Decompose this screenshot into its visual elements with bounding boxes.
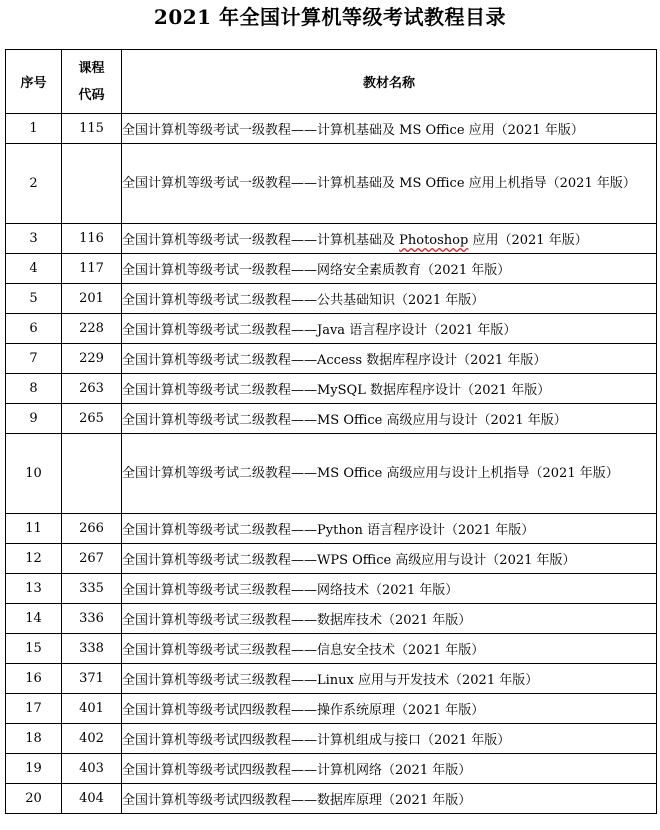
row-code: 228 (62, 314, 122, 344)
row-code: 403 (62, 754, 122, 784)
row-code: 266 (62, 514, 122, 544)
row-serial: 3 (6, 224, 62, 254)
table-row (6, 404, 657, 434)
row-name: 全国计算机等级考试一级教程——计算机基础及 MS Office 应用上机指导（2021 年版） (122, 144, 657, 224)
table-row (6, 434, 657, 514)
row-serial: 6 (6, 314, 62, 344)
row-code (62, 144, 122, 224)
table-row (6, 254, 657, 284)
table-row (6, 284, 657, 314)
table-header-row (6, 50, 657, 114)
table-row (6, 604, 657, 634)
row-code: 117 (62, 254, 122, 284)
header-serial-number: 序号 (6, 50, 62, 114)
row-code: 116 (62, 224, 122, 254)
row-name: 全国计算机等级考试二级教程——Java 语言程序设计（2021 年版） (122, 314, 657, 344)
table-row (6, 784, 657, 814)
row-name: 全国计算机等级考试三级教程——Linux 应用与开发技术（2021 年版） (122, 664, 657, 694)
row-serial: 15 (6, 634, 62, 664)
row-code: 338 (62, 634, 122, 664)
spellcheck-marked-word: Photoshop (399, 233, 469, 248)
row-code: 263 (62, 374, 122, 404)
table-row (6, 514, 657, 544)
row-serial: 8 (6, 374, 62, 404)
table-row (6, 664, 657, 694)
row-name: 全国计算机等级考试二级教程——MySQL 数据库程序设计（2021 年版） (122, 374, 657, 404)
row-serial: 17 (6, 694, 62, 724)
table-row (6, 224, 657, 254)
row-code (62, 434, 122, 514)
row-name: 全国计算机等级考试三级教程——信息安全技术（2021 年版） (122, 634, 657, 664)
row-serial: 18 (6, 724, 62, 754)
row-serial: 2 (6, 144, 62, 224)
row-serial: 10 (6, 434, 62, 514)
row-name: 全国计算机等级考试二级教程——公共基础知识（2021 年版） (122, 284, 657, 314)
table-row (6, 694, 657, 724)
row-code: 265 (62, 404, 122, 434)
row-code: 401 (62, 694, 122, 724)
row-code: 201 (62, 284, 122, 314)
table-row (6, 144, 657, 224)
row-code: 402 (62, 724, 122, 754)
table-row (6, 344, 657, 374)
header-course-code-line1: 课程 (78, 60, 105, 76)
row-serial: 7 (6, 344, 62, 374)
row-code: 335 (62, 574, 122, 604)
table-row (6, 574, 657, 604)
row-serial: 14 (6, 604, 62, 634)
row-code: 371 (62, 664, 122, 694)
table-row (6, 114, 657, 144)
row-code: 115 (62, 114, 122, 144)
row-name: 全国计算机等级考试二级教程——MS Office 高级应用与设计上机指导（2021 年版） (122, 434, 657, 514)
row-name: 全国计算机等级考试四级教程——计算机组成与接口（2021 年版） (122, 724, 657, 754)
row-name-suffix: 应用（2021 年版） (468, 233, 588, 248)
row-name: 全国计算机等级考试二级教程——WPS Office 高级应用与设计（2021 年版） (122, 544, 657, 574)
row-serial: 9 (6, 404, 62, 434)
table-row (6, 634, 657, 664)
row-name: 全国计算机等级考试一级教程——网络安全素质教育（2021 年版） (122, 254, 657, 284)
row-serial: 13 (6, 574, 62, 604)
row-name: 全国计算机等级考试一级教程——计算机基础及 MS Office 应用（2021 年版） (122, 114, 657, 144)
row-serial: 4 (6, 254, 62, 284)
row-serial: 11 (6, 514, 62, 544)
table-row (6, 754, 657, 784)
table-row (6, 724, 657, 754)
row-serial: 19 (6, 754, 62, 784)
table-row (6, 544, 657, 574)
row-name: 全国计算机等级考试三级教程——网络技术（2021 年版） (122, 574, 657, 604)
row-name: 全国计算机等级考试二级教程——Access 数据库程序设计（2021 年版） (122, 344, 657, 374)
row-serial: 12 (6, 544, 62, 574)
row-serial: 20 (6, 784, 62, 814)
row-code: 404 (62, 784, 122, 814)
row-name (122, 224, 657, 254)
row-name: 全国计算机等级考试二级教程——Python 语言程序设计（2021 年版） (122, 514, 657, 544)
page-title: 2021 年全国计算机等级考试教程目录 (153, 5, 507, 29)
row-serial: 5 (6, 284, 62, 314)
row-name: 全国计算机等级考试四级教程——计算机网络（2021 年版） (122, 754, 657, 784)
row-code: 336 (62, 604, 122, 634)
row-name: 全国计算机等级考试三级教程——数据库技术（2021 年版） (122, 604, 657, 634)
row-name: 全国计算机等级考试四级教程——数据库原理（2021 年版） (122, 784, 657, 814)
header-course-code (62, 50, 122, 114)
row-code: 229 (62, 344, 122, 374)
row-name: 全国计算机等级考试二级教程——MS Office 高级应用与设计（2021 年版） (122, 404, 657, 434)
row-serial: 16 (6, 664, 62, 694)
row-name: 全国计算机等级考试四级教程——操作系统原理（2021 年版） (122, 694, 657, 724)
table-row (6, 374, 657, 404)
catalog-table (5, 49, 657, 814)
header-textbook-name: 教材名称 (122, 50, 657, 114)
row-name-prefix: 全国计算机等级考试一级教程——计算机基础及 (122, 233, 400, 248)
row-code: 267 (62, 544, 122, 574)
row-serial: 1 (6, 114, 62, 144)
header-course-code-line2: 代码 (78, 87, 105, 103)
table-row (6, 314, 657, 344)
